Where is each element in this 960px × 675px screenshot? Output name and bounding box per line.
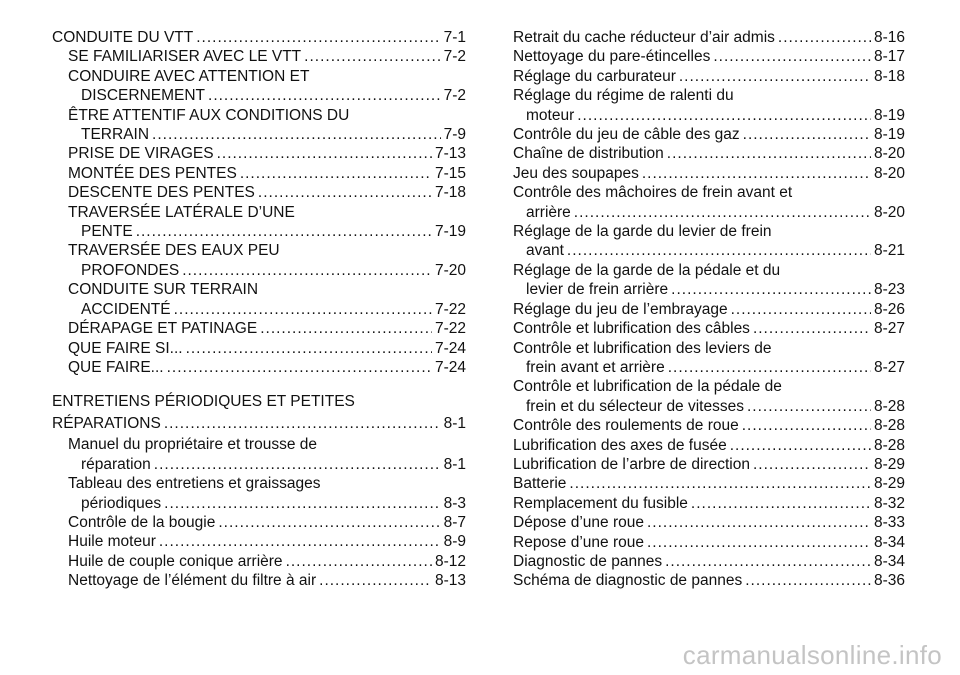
toc-entry-title: PENTE [81,223,133,241]
toc-entry-title: Réglage de la garde de la pédale et du [513,261,781,279]
toc-page-number: 8-20 [873,164,905,182]
dot-leader [164,413,441,435]
toc-page-number: 7-24 [434,358,466,376]
toc-entry[interactable] [52,571,466,590]
toc-entry-title: QUE FAIRE SI... [68,339,183,357]
toc-entry-title: frein et du sélecteur de vitesses [526,397,744,415]
toc-entry-title: Huile de couple conique arrière [68,552,283,570]
toc-page-number: 7-22 [434,320,466,338]
toc-page-number: 8-16 [873,29,905,46]
dot-leader [742,416,871,435]
dot-leader [186,339,432,358]
toc-page-number: 8-28 [873,397,905,415]
dot-leader [240,164,432,183]
dot-leader [182,261,432,280]
toc-page-number: 8-19 [873,106,905,124]
toc-entry-title: DISCERNEMENT [81,87,206,105]
toc-column-left [52,28,466,591]
toc-entry[interactable] [513,319,905,338]
toc-entry-title: Réglage de la garde du levier de frein [513,223,772,241]
toc-page-number: 7-2 [443,48,466,66]
toc-page-number: 7-15 [434,164,466,182]
toc-entry-title: Nettoyage du pare-étincelles [513,48,711,66]
toc-entry[interactable] [513,47,905,66]
toc-page-number: 8-34 [873,552,905,570]
toc-entry-title: MONTÉE DES PENTES [68,164,237,182]
toc-page-number: 8-12 [434,552,466,570]
toc-entry[interactable] [52,106,466,145]
toc-page-number: 8-18 [873,67,905,85]
dot-leader [196,28,440,47]
toc-entry[interactable] [513,67,905,86]
toc-entry[interactable] [52,280,466,319]
toc-entry[interactable] [52,28,466,47]
toc-entry-title: moteur [526,106,575,124]
dot-leader [577,106,871,125]
toc-entry[interactable] [52,319,466,338]
toc-entry-title: Lubrification des axes de fusée [513,436,727,454]
toc-entry-title: Réglage du jeu de l’embrayage [513,300,728,318]
toc-entry-title: réparation [81,455,151,473]
toc-entry-title: CONDUITE SUR TERRAIN [68,281,259,299]
toc-page-number: 8-17 [873,48,905,66]
dot-leader [164,494,440,513]
toc-entry-title: TRAVERSÉE LATÉRALE D’UNE [68,203,295,221]
dot-leader [671,280,871,299]
toc-entry-title: Contrôle et lubrification des câbles [513,320,750,338]
toc-entry[interactable] [513,377,905,416]
toc-page-number: 8-33 [873,514,905,532]
toc-entry-title: Chaîne de distribution [513,145,664,163]
toc-entry-title: Dépose d’une roue [513,514,644,532]
toc-page-number: 8-1 [443,415,466,433]
toc-entry-title: levier de frein arrière [526,281,669,299]
toc-page-number: 8-29 [873,475,905,493]
toc-entry[interactable] [513,571,905,590]
dot-leader [668,358,871,377]
toc-page-number: 8-9 [443,533,466,551]
toc-entry-title: TRAVERSÉE DES EAUX PEU [68,242,280,260]
toc-page-number: 7-20 [434,261,466,279]
toc-entry[interactable] [513,125,905,144]
toc-entry[interactable] [513,222,905,261]
dot-leader [753,455,871,474]
toc-entry-title: ENTRETIENS PÉRIODIQUES ET PETITES [52,393,355,411]
dot-leader [730,436,871,455]
toc-page-number: 8-1 [443,455,466,473]
toc-entry-title: périodiques [81,494,162,512]
toc-entry-title: Lubrification de l’arbre de direction [513,455,750,473]
dot-leader [743,125,871,144]
toc-entry[interactable] [52,203,466,242]
toc-entry[interactable] [513,86,905,125]
toc-entry-title: Remplacement du fusible [513,494,688,512]
toc-entry[interactable] [52,552,466,571]
toc-entry[interactable] [513,339,905,378]
toc-entry-title: CONDUIRE AVEC ATTENTION ET [68,67,310,85]
dot-leader [304,47,440,66]
toc-page-number: 8-27 [873,320,905,338]
toc-entry-title: PROFONDES [81,261,180,279]
toc-entry[interactable] [513,164,905,183]
toc-page-number: 8-27 [873,358,905,376]
toc-entry-title: RÉPARATIONS [52,415,161,433]
toc-entry[interactable] [513,474,905,493]
dot-leader [319,571,432,590]
toc-page-number: 8-36 [873,572,905,590]
section-gap [52,377,466,391]
toc-entry[interactable] [52,435,466,474]
toc-page-number: 8-20 [873,203,905,221]
toc-entry-title: Retrait du cache réducteur d’air admis [513,29,775,46]
toc-page-number: 8-26 [873,300,905,318]
toc-entry[interactable] [513,552,905,571]
toc-entry-title: CONDUITE DU VTT [52,29,194,46]
toc-section-entry[interactable] [52,391,466,435]
toc-entry-title: Jeu des soupapes [513,164,639,182]
toc-page-number: 7-2 [443,87,466,105]
toc-entry[interactable] [52,474,466,513]
toc-entry[interactable] [513,261,905,300]
toc-page-number: 8-21 [873,242,905,260]
dot-leader [745,571,871,590]
dot-leader [747,397,871,416]
toc-page-number: 8-28 [873,436,905,454]
toc-entry[interactable] [52,164,466,183]
dot-leader [208,86,441,105]
dot-leader [136,222,432,241]
dot-leader [159,532,441,551]
toc-page-number: 8-28 [873,417,905,435]
toc-entry[interactable] [52,513,466,532]
toc-entry-title: Contrôle des roulements de roue [513,417,739,435]
toc-entry[interactable] [513,494,905,513]
toc-entry[interactable] [52,144,466,163]
toc-page-number: 8-19 [873,126,905,144]
dot-leader [567,241,871,260]
dot-leader [569,474,871,493]
dot-leader [642,164,871,183]
toc-page-number: 7-9 [443,126,466,144]
toc-page-number: 8-20 [873,145,905,163]
toc-page-number: 8-34 [873,533,905,551]
toc-entry-title: SE FAMILIARISER AVEC LE VTT [68,48,302,66]
toc-page-number: 7-18 [434,184,466,202]
watermark: carmanualsonline.info [682,640,942,670]
toc-entry-title: Contrôle et lubrification de la pédale de [513,378,782,396]
toc-entry-title: arrière [526,203,571,221]
toc-entry-title: Réglage du carburateur [513,67,676,85]
toc-entry[interactable] [52,47,466,66]
dot-leader [665,552,871,571]
toc-entry[interactable] [513,455,905,474]
dot-leader [167,358,432,377]
toc-page-number: 8-29 [873,455,905,473]
toc-page-number: 8-32 [873,494,905,512]
toc-column-right [513,28,905,591]
dot-leader [679,67,871,86]
dot-leader [647,513,871,532]
toc-entry[interactable] [513,416,905,435]
toc-entry-title: Schéma de diagnostic de pannes [513,572,743,590]
dot-leader [778,28,871,47]
toc-entry[interactable] [513,183,905,222]
toc-entry-title: Huile moteur [68,533,156,551]
toc-entry[interactable] [513,300,905,319]
toc-entry[interactable] [513,533,905,552]
dot-leader [217,144,432,163]
toc-entry-title: PRISE DE VIRAGES [68,145,214,163]
toc-entry[interactable] [52,358,466,377]
toc-entry-title: QUE FAIRE... [68,358,164,376]
toc-entry[interactable] [513,144,905,163]
toc-entry-title: Tableau des entretiens et graissages [68,475,321,493]
toc-entry-title: avant [526,242,564,260]
toc-entry[interactable] [52,67,466,106]
toc-page-number: 7-13 [434,145,466,163]
toc-entry-title: DESCENTE DES PENTES [68,184,255,202]
toc-entry-title: Réglage du régime de ralenti du [513,87,734,105]
toc-entry-title: Manuel du propriétaire et trousse de [68,436,318,454]
toc-page-number: 7-22 [434,300,466,318]
toc-entry[interactable] [52,339,466,358]
toc-entry-title: ACCIDENTÉ [81,300,171,318]
toc-entry[interactable] [52,532,466,551]
dot-leader [286,552,432,571]
toc-entry-title: Contrôle de la bougie [68,513,216,531]
dot-leader [667,144,871,163]
dot-leader [260,319,432,338]
dot-leader [691,494,871,513]
toc-page-number: 7-1 [443,29,466,46]
toc-entry-title: TERRAIN [81,126,150,144]
toc-entry[interactable] [513,513,905,532]
toc-entry-title: Contrôle du jeu de câble des gaz [513,126,740,144]
toc-entry[interactable] [52,241,466,280]
toc-entry-title: Diagnostic de pannes [513,552,663,570]
dot-leader [258,183,432,202]
dot-leader [574,203,871,222]
toc-entry-title: ÊTRE ATTENTIF AUX CONDITIONS DU [68,106,350,124]
toc-entry[interactable] [52,183,466,202]
toc-page-number: 8-13 [434,572,466,590]
toc-page-number: 7-24 [434,339,466,357]
toc-page-number: 8-23 [873,281,905,299]
dot-leader [647,533,871,552]
toc-entry-title: Nettoyage de l’élément du filtre à air [68,572,317,590]
dot-leader [174,300,432,319]
toc-page-number: 7-19 [434,223,466,241]
toc-entry-title: DÉRAPAGE ET PATINAGE [68,320,258,338]
dot-leader [753,319,871,338]
dot-leader [731,300,871,319]
toc-entry-title: Contrôle et lubrification des leviers de [513,339,772,357]
toc-entry-title: Repose d’une roue [513,533,644,551]
toc-entry-title: Contrôle des mâchoires de frein avant et [513,184,793,202]
toc-page-number: 8-7 [443,513,466,531]
dot-leader [713,47,871,66]
toc-entry[interactable] [513,28,905,47]
toc-entry-title: Batterie [513,475,567,493]
dot-leader [218,513,440,532]
dot-leader [154,455,441,474]
toc-entry-title: frein avant et arrière [526,358,665,376]
dot-leader [152,125,441,144]
toc-entry[interactable] [513,436,905,455]
toc-page-number: 8-3 [443,494,466,512]
